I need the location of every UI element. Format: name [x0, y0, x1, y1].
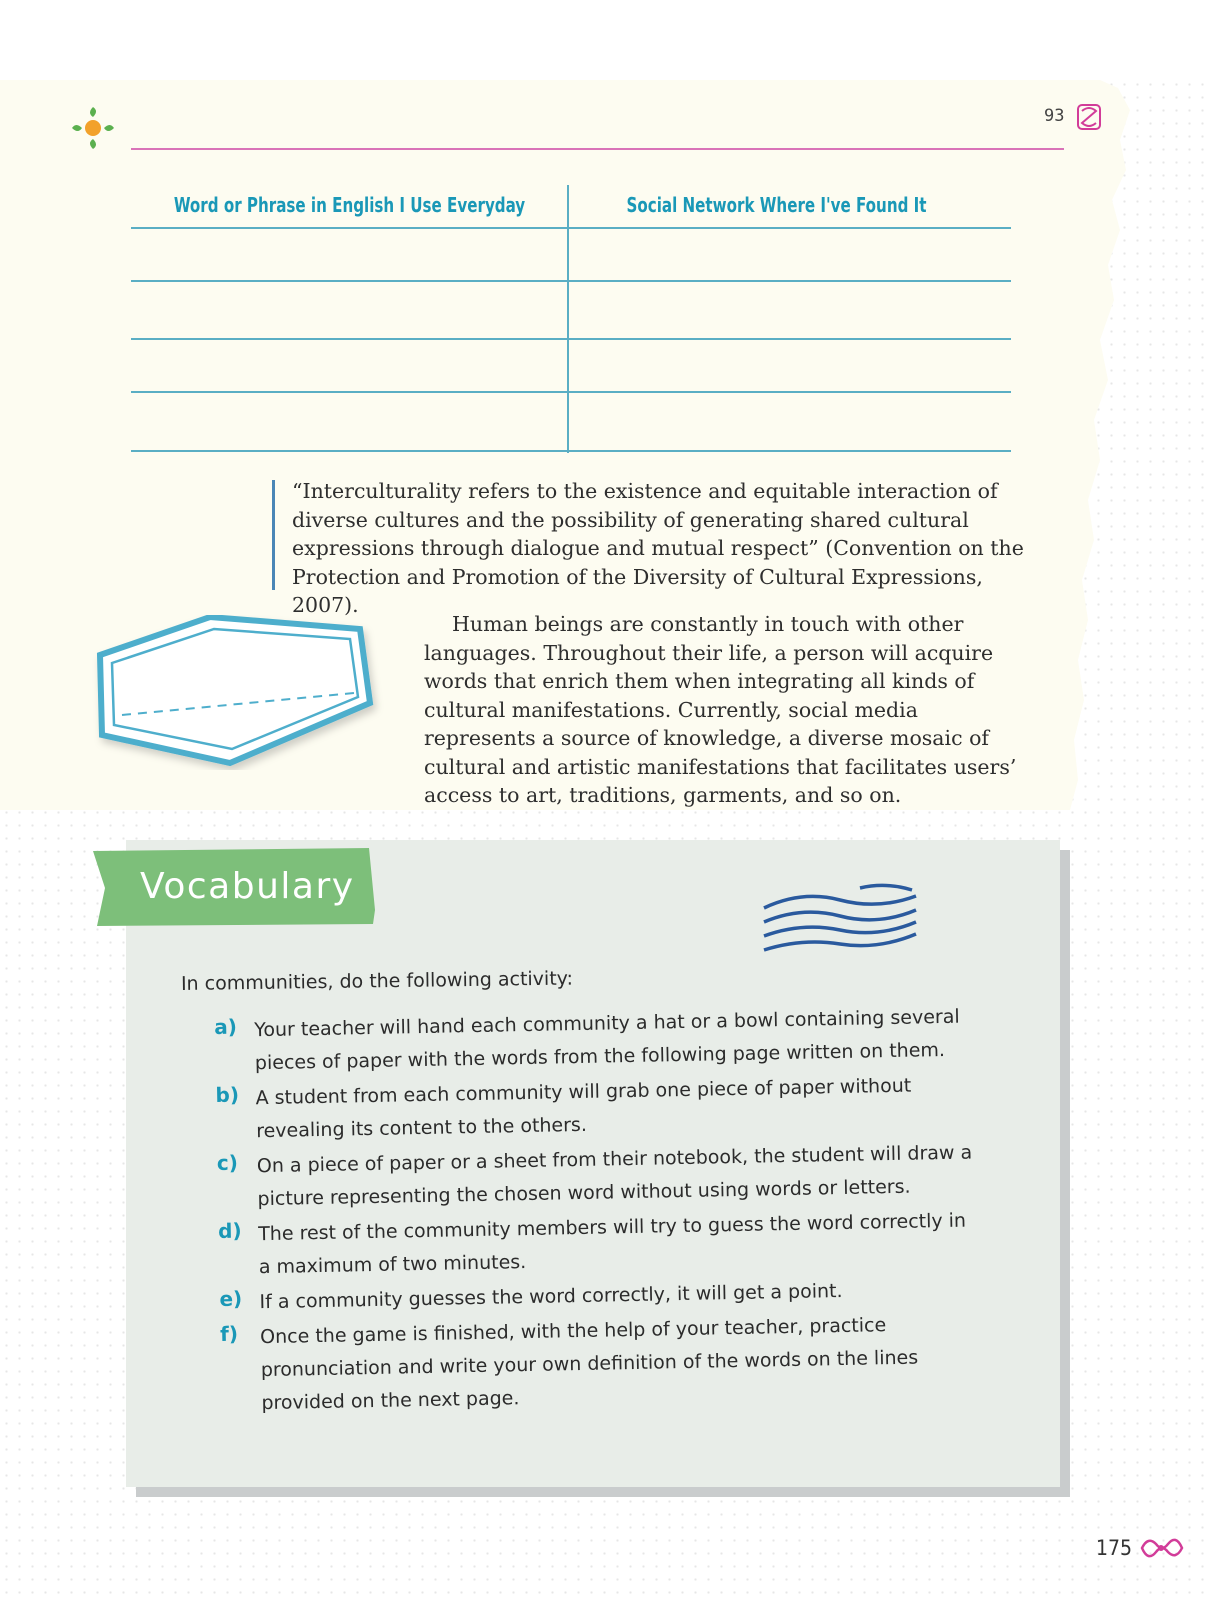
- step-letter: d): [217, 1218, 242, 1243]
- top-margin: [0, 0, 1214, 80]
- body-paragraph: Human beings are constantly in touch with other languages. Throughout their life, a person will acquire words that enrich them when integrating all kinds of cultural manifestations. Currently, social media represents a source of knowledge, a diverse mosaic of cultural and artistic manifestations that facilitates users’ access to art, traditions, garments, and so on.: [424, 612, 1017, 807]
- flower-logo-icon: [68, 103, 118, 153]
- header-rule: [131, 148, 1064, 150]
- table-row-line: [131, 338, 1011, 340]
- quote-bar: [272, 480, 275, 590]
- step-text: If a community guesses the word correctly, it will get a point.: [259, 1279, 843, 1314]
- activity-steps: [214, 1000, 982, 1423]
- list-item: [220, 1307, 982, 1421]
- step-text: Once the game is finished, with the help of your teacher, practice pronunciation and write your own definition of the words on the lines provided on the next page.: [259, 1314, 919, 1415]
- vocabulary-intro: In communities, do the following activity:: [180, 967, 574, 995]
- page-number-bottom: 175: [1096, 1536, 1133, 1560]
- page-number-top: 93: [1044, 106, 1065, 126]
- list-item: [218, 1204, 979, 1285]
- list-item: [214, 1000, 975, 1081]
- step-letter: a): [214, 1014, 238, 1039]
- step-text: Your teacher will hand each community a hat or a bowl containing several pieces of paper with the words from the following page written on them.: [254, 1005, 960, 1075]
- table-divider: [567, 185, 569, 453]
- table-header-word: Word or Phrase in English I Use Everyday: [173, 193, 526, 217]
- hexagon-tag-icon: [92, 615, 392, 770]
- step-text: A student from each community will grab one piece of paper without revealing its content to the others.: [255, 1074, 912, 1143]
- vocabulary-title: Vocabulary: [140, 866, 355, 907]
- step-letter: e): [219, 1286, 243, 1311]
- step-text: On a piece of paper or a sheet from their notebook, the student will draw a picture representing the chosen word without using words or letters.: [256, 1141, 973, 1211]
- word-table: [131, 185, 1011, 453]
- interculturality-quote: “Interculturality refers to the existence and equitable interaction of diverse cultures and the possibility of generating shared cultural expressions through dialogue and mutual respect” (Convention on the Protection and Promotion of the Diversity of Cultural Expressions, 2007).: [292, 479, 1024, 617]
- table-row-line: [131, 280, 1011, 282]
- table-row-line: [131, 450, 1011, 452]
- step-letter: c): [216, 1150, 239, 1175]
- step-letter: b): [215, 1082, 240, 1107]
- step-text: The rest of the community members will try to guess the word correctly in a maximum of two minutes.: [258, 1209, 967, 1279]
- postmark-waves-icon: [760, 880, 920, 970]
- pink-ornament-icon: [1076, 103, 1102, 131]
- list-item: [217, 1136, 978, 1217]
- pink-ornament-icon: [1138, 1534, 1184, 1562]
- step-letter: f): [219, 1321, 239, 1346]
- table-header-network: Social Network Where I've Found It: [626, 193, 927, 217]
- table-row-line: [131, 391, 1011, 393]
- list-item: [215, 1068, 976, 1149]
- table-row-line: [131, 227, 1011, 229]
